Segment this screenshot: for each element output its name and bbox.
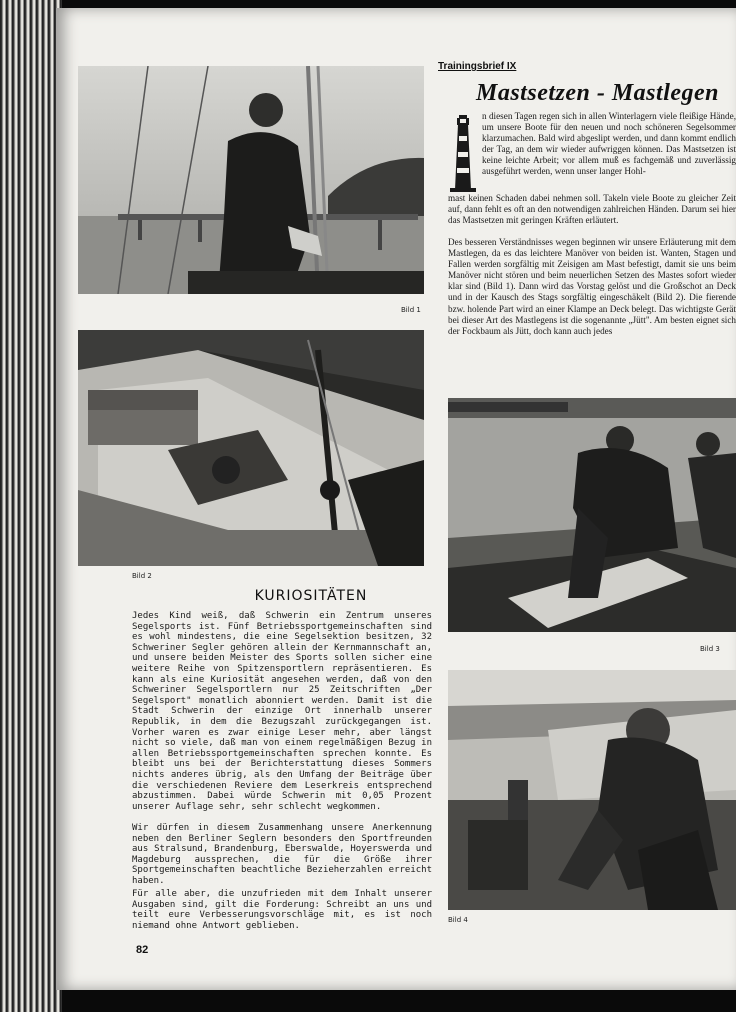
kuriositaeten-title: KURIOSITÄTEN <box>254 588 368 604</box>
caption-bild-4: Bild 4 <box>448 916 468 924</box>
photo-bild-1 <box>78 66 424 294</box>
article-title: Mastsetzen - Mastlegen <box>476 80 720 106</box>
photo-bild-3 <box>448 398 736 632</box>
kuriositaeten-paragraph-3: Für alle aber, die unzufrieden mit dem Inhalt unserer Ausgaben sind, gilt die Forderung: Schreibt an uns und teilt eure Verbesserungsvorschläge mit, es ist noch niemand ohne Antwort geblieben. <box>132 889 432 931</box>
article-intro-paragraph: n diesen Tagen regen sich in allen Winterlagern viele fleißige Hände, um unsere Boote für den neuen und noch schöneren Segelsommer klarzumachen. Bald wird abgeslipt werden, und dann kommt endlich der Tag, an dem wir wieder aufwriggen können. Das Mastsetzen ist keine leichte Arbeit; vor allem muß es fachgemäß und zuverlässig ausgeführt werden, wenn unser langer Hohl- <box>482 111 736 177</box>
book-binding-edge <box>0 0 62 1012</box>
article-paragraph-2: Des besseren Verständnisses wegen beginnen wir unsere Erläuterung mit dem Mastlegen, da es das leichtere Manöver von beiden ist. Wanten, Stagen und Fallen werden sorgfältig mit Zeisigen am Mast befestigt, damit sie uns beim Manöver nicht stören und beim neuerlichen Setzen des Mastes sofort wieder klar sind (Bild 1). Dann wird das Vorstag gelöst und die Großschot an Deck und in der Kausch des Stags sorgfältig eingeschäkelt (Bild 2). Die fierende bzw. holende Part wird an einer Klampe an Deck belegt. Das wichtigste Gerät bei dieser Art des Mastlegens ist die sogenannte „Jütt". Am besten eignet sich der Fockbaum als Jütt, doch kann auch jedes <box>448 237 736 336</box>
kuriositaeten-paragraph-2: Wir dürfen in diesem Zusammenhang unsere Anerkennung neben den Berliner Seglern besonders den Sportfreunden aus Stralsund, Brandenburg, Eberswalde, Hoyerswerda und Magdeburg aussprechen, die für die Größe ihrer Sportgemeinschaften beachtliche Bezieherzahlen erreicht haben. <box>132 823 432 886</box>
kuriositaeten-paragraph-1: Jedes Kind weiß, daß Schwerin ein Zentrum unseres Segelsports ist. Fünf Betriebssportgemeinschaften sind es wohl mindestens, die eine Segelsektion besitzen, 32 Schweriner Segler gehören allein der Kernmannschaft an, und unsere beiden Meister des Sports sollen sicher eine weitere Reihe von Spitzensportlern repräsentieren. Es kann als eine Kuriosität angesehen werden, daß von den Schweriner Segelsportlern nur 25 Zeitschriften „Der Segelsport" monatlich abonniert werden. Damit ist die Stadt Schwerin der einzige Ort innerhalb unserer Republik, in dem die Bezugszahl zurückgegangen ist. Vorher waren es zwar einige Leser mehr, aber längst nicht so viele, daß man von einem regelmäßigen Bezug in allen Betriebssportgemeinschaften sprechen konnte. Es bleibt uns bei der Berichterstattung dieses Sommers nichts anderes übrig, als den Umfang der Beiträge über die verschiedenen Reviere dem Leserkreis entsprechend abzustimmen. Dabei würde Schwerin mit 0,05 Prozent unserer Auflage sehr, sehr schlecht wegkommen. <box>132 611 432 812</box>
caption-bild-1: Bild 1 <box>401 306 421 314</box>
lighthouse-icon <box>448 112 478 194</box>
series-label: Trainingsbrief IX <box>438 61 517 72</box>
caption-bild-2: Bild 2 <box>132 572 152 580</box>
page-number: 82 <box>136 944 149 956</box>
photo-bild-4 <box>448 670 736 910</box>
photo-bild-2 <box>78 330 424 566</box>
article-paragraph-1-continued: mast keinen Schaden dabei nehmen soll. Takeln viele Boote zu gleicher Zeit auf, dann fehlt es oft an den notwendigen zahlreichen Händen. Darum sei hier das Mastsetzen mit geringen Kräften erläutert. <box>448 193 736 226</box>
caption-bild-3: Bild 3 <box>700 645 720 653</box>
magazine-page <box>56 8 736 990</box>
